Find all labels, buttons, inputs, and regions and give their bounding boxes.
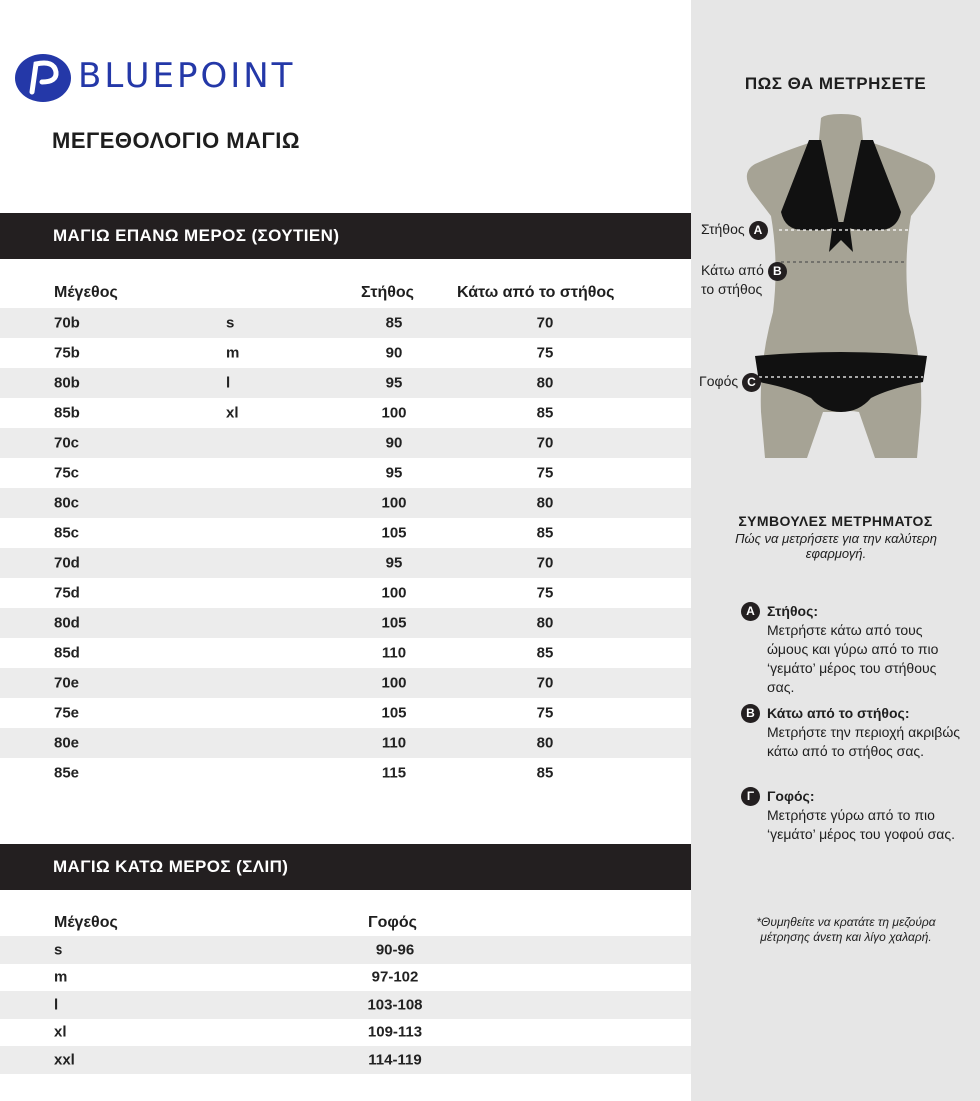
cell-under-chest: 85 xyxy=(536,764,554,782)
brand-wordmark: BLUEPOINT xyxy=(78,56,296,96)
cell-size: 80d xyxy=(54,614,80,632)
table-row xyxy=(0,758,691,788)
tip-hip-body: Μετρήστε γύρω από το πιο ‘γεμάτο’ μέρος του γοφού σας. xyxy=(767,807,956,842)
cell-size: 70b xyxy=(54,314,80,332)
table-row xyxy=(0,578,691,608)
cell-size: 75d xyxy=(54,584,80,602)
cell-chest: 90 xyxy=(385,344,403,362)
cell-under-chest: 70 xyxy=(536,314,554,332)
cell-chest: 110 xyxy=(381,644,407,662)
table-row xyxy=(0,608,691,638)
tips-subtitle: Πώς να μετρήσετε για την καλύτερη εφαρμογή. xyxy=(735,531,937,561)
cell-under-chest: 80 xyxy=(536,374,554,392)
measurement-panel xyxy=(691,0,980,1101)
cell-size: xxl xyxy=(54,1051,75,1069)
cell-size: 75e xyxy=(54,704,80,722)
cell-hip: 114-119 xyxy=(368,1051,422,1069)
cell-under-chest: 70 xyxy=(536,674,554,692)
table-row xyxy=(0,638,691,668)
cell-size: s xyxy=(54,941,63,959)
tip-chest-body: Μετρήστε κάτω από τους ώμους και γύρω από το πιο ‘γεμάτο’ μέρος του στήθους σας. xyxy=(767,622,939,695)
tips-title: ΣΥΜΒΟΥΛΕΣ ΜΕΤΡΗΜΑΤΟΣ xyxy=(738,513,933,529)
cell-under-chest: 75 xyxy=(536,704,554,722)
tip-chest xyxy=(741,602,971,695)
cell-size: 70c xyxy=(54,434,80,452)
cell-under-chest: 70 xyxy=(536,554,554,572)
tip-hip-head: Γοφός: xyxy=(767,788,815,804)
table-row xyxy=(0,936,691,964)
label-under-chest-text1: Κάτω από xyxy=(701,262,764,279)
label-hip-text: Γοφός xyxy=(699,373,739,390)
tip-under-chest xyxy=(741,704,971,780)
page-title: ΜΕΓΕΘΟΛΟΓΙΟ ΜΑΓΙΩ xyxy=(52,128,300,153)
cell-chest: 105 xyxy=(381,614,407,632)
cell-alpha-size: l xyxy=(226,374,231,392)
cell-size: 70e xyxy=(54,674,80,692)
cell-alpha-size: xl xyxy=(226,404,239,422)
cell-size: 85c xyxy=(54,524,80,542)
cell-chest: 95 xyxy=(385,374,403,392)
cell-size: 80e xyxy=(54,734,80,752)
cell-hip: 90-96 xyxy=(375,941,415,959)
bottom-section-heading: ΜΑΓΙΩ ΚΑΤΩ ΜΕΡΟΣ (ΣΛΙΠ) xyxy=(0,844,691,890)
cell-chest: 115 xyxy=(381,764,407,782)
tip-under-chest-head: Κάτω από το στήθος: xyxy=(767,705,910,721)
col-size-header: Μέγεθος xyxy=(54,284,118,301)
col-chest-header: Στήθος xyxy=(361,284,414,301)
table-row xyxy=(0,428,691,458)
cell-size: xl xyxy=(54,1023,67,1041)
table-row xyxy=(0,398,691,428)
cell-size: 80c xyxy=(54,494,80,512)
label-hip xyxy=(699,373,761,392)
tip-under-chest-body: Μετρήστε την περιοχή ακριβώς κάτω από το στήθος σας. xyxy=(767,724,960,759)
cell-size: 70d xyxy=(54,554,80,572)
table-row xyxy=(0,1019,691,1047)
cell-chest: 100 xyxy=(381,584,407,602)
table-row xyxy=(0,368,691,398)
table-row xyxy=(0,458,691,488)
cell-under-chest: 85 xyxy=(536,644,554,662)
badge-a: A xyxy=(749,221,768,240)
tip-badge-g: Γ xyxy=(741,787,760,806)
footnote: *Θυμηθείτε να κρατάτε τη μεζούρα μέτρησης άνετη και λίγο χαλαρή. xyxy=(756,915,936,944)
cell-chest: 95 xyxy=(385,554,403,572)
cell-under-chest: 70 xyxy=(536,434,554,452)
cell-under-chest: 85 xyxy=(536,404,554,422)
badge-b: B xyxy=(768,262,787,281)
cell-size: m xyxy=(54,968,68,986)
cell-size: 85e xyxy=(54,764,80,782)
cell-chest: 100 xyxy=(381,404,407,422)
table-row xyxy=(0,308,691,338)
label-under-chest-text2: το στήθος xyxy=(701,281,763,297)
cell-hip: 103-108 xyxy=(367,996,423,1014)
tip-chest-head: Στήθος: xyxy=(767,603,819,619)
top-section-heading: ΜΑΓΙΩ ΕΠΑΝΩ ΜΕΡΟΣ (ΣΟΥΤΙΕΝ) xyxy=(0,213,691,259)
cell-size: l xyxy=(54,996,59,1014)
bluepoint-logo-icon xyxy=(14,50,74,106)
cell-size: 80b xyxy=(54,374,80,392)
panel-title: ΠΩΣ ΘΑ ΜΕΤΡΗΣΕΤΕ xyxy=(744,74,927,93)
cell-chest: 100 xyxy=(381,494,407,512)
cell-under-chest: 80 xyxy=(536,614,554,632)
table-row xyxy=(0,518,691,548)
badge-c: C xyxy=(742,373,761,392)
col-size-header-bottom: Μέγεθος xyxy=(54,914,118,931)
cell-chest: 90 xyxy=(385,434,403,452)
table-row xyxy=(0,668,691,698)
cell-under-chest: 85 xyxy=(536,524,554,542)
cell-under-chest: 80 xyxy=(536,734,554,752)
cell-size: 75c xyxy=(54,464,80,482)
brand-logo xyxy=(14,50,364,106)
table-row xyxy=(0,1046,691,1074)
cell-under-chest: 75 xyxy=(536,464,554,482)
label-under-chest xyxy=(701,262,787,298)
cell-size: 85b xyxy=(54,404,80,422)
table-row xyxy=(0,488,691,518)
tip-badge-b: B xyxy=(741,704,760,723)
table-row xyxy=(0,698,691,728)
tip-hip xyxy=(741,787,971,863)
cell-chest: 105 xyxy=(381,524,407,542)
cell-chest: 110 xyxy=(381,734,407,752)
table-row xyxy=(0,964,691,992)
cell-alpha-size: s xyxy=(226,314,235,332)
cell-alpha-size: m xyxy=(226,344,240,362)
cell-chest: 85 xyxy=(385,314,403,332)
col-hip-header: Γοφός xyxy=(368,914,417,931)
label-chest xyxy=(701,221,768,240)
cell-hip: 109-113 xyxy=(367,1023,423,1041)
cell-hip: 97-102 xyxy=(371,968,419,986)
cell-chest: 100 xyxy=(381,674,407,692)
table-row xyxy=(0,728,691,758)
cell-under-chest: 75 xyxy=(536,344,554,362)
label-chest-text: Στήθος xyxy=(701,221,745,238)
cell-chest: 95 xyxy=(385,464,403,482)
table-row xyxy=(0,338,691,368)
cell-under-chest: 80 xyxy=(536,494,554,512)
cell-chest: 105 xyxy=(381,704,407,722)
tip-badge-a: A xyxy=(741,602,760,621)
table-row xyxy=(0,991,691,1019)
table-row xyxy=(0,548,691,578)
col-under-chest-header: Κάτω από το στήθος xyxy=(457,284,615,301)
cell-size: 85d xyxy=(54,644,80,662)
cell-under-chest: 75 xyxy=(536,584,554,602)
cell-size: 75b xyxy=(54,344,80,362)
